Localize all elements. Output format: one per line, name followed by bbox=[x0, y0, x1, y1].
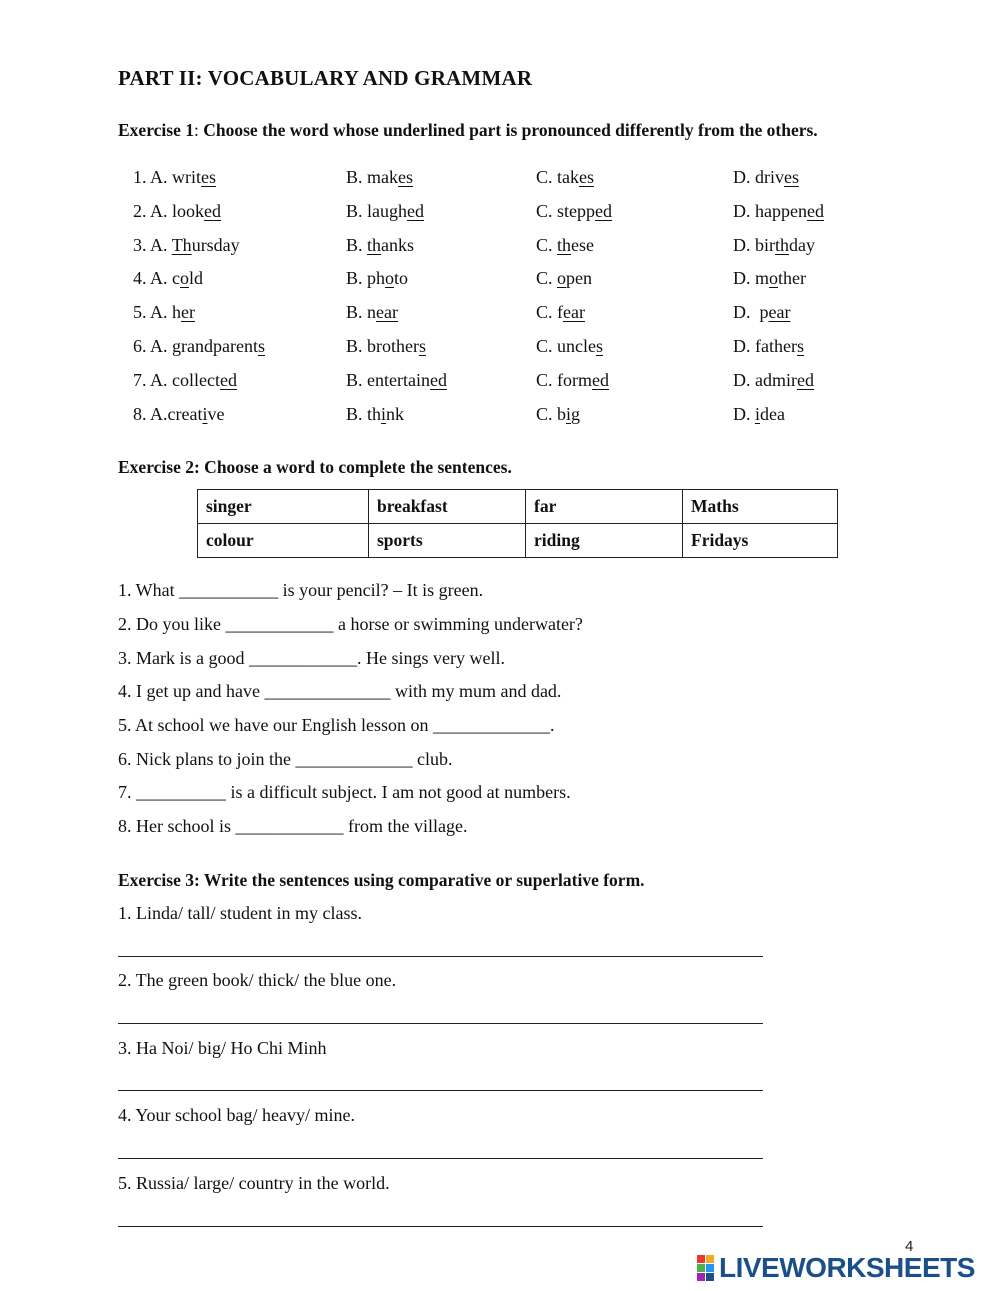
word-cell: Fridays bbox=[683, 524, 838, 558]
answer-option[interactable]: 7. A. collected bbox=[133, 370, 237, 390]
answer-option[interactable]: D. drives bbox=[733, 167, 799, 187]
exercise1-heading-text: Choose the word whose underlined part is pronounced differently from the others. bbox=[198, 120, 818, 140]
underlined-part: er bbox=[181, 302, 195, 322]
answer-line[interactable] bbox=[118, 1090, 763, 1091]
answer-option[interactable]: 1. A. writes bbox=[133, 167, 217, 187]
word-cell: Maths bbox=[683, 490, 838, 524]
answer-option[interactable]: B. laughed bbox=[346, 201, 424, 221]
underlined-part: Th bbox=[171, 235, 192, 255]
answer-option[interactable]: C. formed bbox=[536, 370, 609, 390]
answer-option[interactable]: B. entertained bbox=[346, 370, 447, 390]
underlined-part: ed bbox=[219, 370, 237, 390]
answer-line[interactable] bbox=[118, 1023, 763, 1024]
logo-square bbox=[706, 1264, 714, 1272]
answer-option[interactable]: D. happened bbox=[733, 201, 824, 221]
answer-option[interactable]: D. fathers bbox=[733, 336, 804, 356]
underlined-part: ed bbox=[796, 370, 814, 390]
exercise2-sentence: 6. Nick plans to join the _____________ club. bbox=[118, 749, 453, 769]
logo-square bbox=[706, 1255, 714, 1263]
underlined-part: i bbox=[202, 404, 208, 424]
exercise2-sentence: 5. At school we have our English lesson on _____________. bbox=[118, 715, 555, 735]
answer-option[interactable]: D. idea bbox=[733, 404, 785, 424]
underlined-part: o bbox=[180, 268, 189, 288]
underlined-part: ed bbox=[595, 201, 613, 221]
answer-option[interactable]: B. near bbox=[346, 302, 398, 322]
underlined-part: es bbox=[398, 167, 413, 187]
underlined-part: th bbox=[775, 235, 790, 255]
word-cell: sports bbox=[369, 524, 526, 558]
underlined-part: o bbox=[557, 268, 567, 288]
underlined-part: s bbox=[257, 336, 265, 356]
underlined-part: i bbox=[381, 404, 387, 424]
word-box-row bbox=[198, 524, 838, 558]
question-row bbox=[133, 201, 853, 225]
exercise3-prompt: 3. Ha Noi/ big/ Ho Chi Minh bbox=[118, 1038, 327, 1058]
underlined-part: ed bbox=[407, 201, 424, 221]
exercise3-heading: Exercise 3: Write the sentences using comparative or superlative form. bbox=[118, 870, 645, 890]
underlined-part: ed bbox=[204, 201, 222, 221]
exercise2-sentence: 8. Her school is ____________ from the village. bbox=[118, 816, 468, 836]
question-row bbox=[133, 370, 853, 394]
exercise1-heading-bold: Exercise 1 bbox=[118, 120, 194, 140]
answer-option[interactable]: 6. A. grandparents bbox=[133, 336, 265, 356]
underlined-part: ed bbox=[592, 370, 609, 390]
underlined-part: ed bbox=[806, 201, 824, 221]
part-title: PART II: VOCABULARY AND GRAMMAR bbox=[118, 66, 533, 90]
answer-option[interactable]: B. makes bbox=[346, 167, 413, 187]
logo-square bbox=[706, 1273, 714, 1281]
logo-text: LIVEWORKSHEETS bbox=[719, 1252, 975, 1283]
underlined-part: i bbox=[566, 404, 572, 424]
question-row bbox=[133, 302, 853, 326]
exercise3-prompt: 2. The green book/ thick/ the blue one. bbox=[118, 970, 397, 990]
word-cell: colour bbox=[198, 524, 369, 558]
exercise2-sentence: 2. Do you like ____________ a horse or swimming underwater? bbox=[118, 614, 583, 634]
logo-square bbox=[697, 1255, 705, 1263]
underlined-part: th bbox=[367, 235, 382, 255]
answer-option[interactable]: B. think bbox=[346, 404, 405, 424]
answer-option[interactable]: 2. A. looked bbox=[133, 201, 222, 221]
question-row bbox=[133, 336, 853, 360]
underlined-part: es bbox=[201, 167, 217, 187]
underlined-part: es bbox=[579, 167, 594, 187]
exercise3-prompt: 4. Your school bag/ heavy/ mine. bbox=[118, 1105, 355, 1125]
exercise2-heading: Exercise 2: Choose a word to complete the sentences. bbox=[118, 457, 512, 477]
answer-option[interactable]: C. these bbox=[536, 235, 595, 255]
answer-option[interactable]: C. takes bbox=[536, 167, 594, 187]
word-cell: singer bbox=[198, 490, 369, 524]
logo-square bbox=[697, 1273, 705, 1281]
underlined-part: o bbox=[769, 268, 778, 288]
underlined-part: ed bbox=[429, 370, 447, 390]
page-number: 4 bbox=[905, 1238, 914, 1255]
answer-option[interactable]: D. pear bbox=[733, 302, 791, 322]
underlined-part: s bbox=[796, 336, 804, 356]
word-box-row bbox=[198, 490, 838, 524]
answer-option[interactable]: C. big bbox=[536, 404, 581, 424]
underlined-part: s bbox=[418, 336, 426, 356]
word-box bbox=[197, 489, 838, 558]
underlined-part: es bbox=[784, 167, 799, 187]
answer-line[interactable] bbox=[118, 956, 763, 957]
underlined-part: ear bbox=[768, 302, 791, 322]
exercise2-sentence: 1. What ___________ is your pencil? – It is green. bbox=[118, 580, 484, 600]
exercise2-sentence: 3. Mark is a good ____________. He sings very well. bbox=[118, 648, 505, 668]
answer-option[interactable]: 5. A. her bbox=[133, 302, 195, 322]
logo-mark-icon bbox=[697, 1255, 715, 1281]
underlined-part: o bbox=[385, 268, 395, 288]
underlined-part: s bbox=[596, 336, 604, 356]
answer-option[interactable]: 8. A.creative bbox=[133, 404, 225, 424]
question-row bbox=[133, 167, 853, 191]
exercise1-heading bbox=[118, 120, 818, 141]
answer-option[interactable]: D. admired bbox=[733, 370, 814, 390]
liveworksheets-logo[interactable] bbox=[697, 1252, 975, 1284]
answer-option[interactable]: B. brothers bbox=[346, 336, 426, 356]
question-row bbox=[133, 404, 853, 428]
underlined-part: ear bbox=[376, 302, 398, 322]
answer-option[interactable]: 4. A. cold bbox=[133, 268, 204, 288]
answer-option[interactable]: C. open bbox=[536, 268, 593, 288]
word-cell: far bbox=[526, 490, 683, 524]
answer-option[interactable]: C. fear bbox=[536, 302, 585, 322]
answer-line[interactable] bbox=[118, 1158, 763, 1159]
underlined-part: ear bbox=[563, 302, 585, 322]
answer-option[interactable]: C. stepped bbox=[536, 201, 613, 221]
answer-option[interactable]: B. photo bbox=[346, 268, 409, 288]
logo-square bbox=[697, 1264, 705, 1272]
underlined-part: i bbox=[755, 404, 761, 424]
answer-option[interactable]: 3. A. Thursday bbox=[133, 235, 240, 255]
exercise1-heading-colon: : bbox=[193, 120, 199, 140]
exercise2-sentence: 4. I get up and have ______________ with my mum and dad. bbox=[118, 681, 562, 701]
exercise2-sentence: 7. __________ is a difficult subject. I am not good at numbers. bbox=[118, 782, 571, 802]
answer-line[interactable] bbox=[118, 1226, 763, 1227]
word-cell: riding bbox=[526, 524, 683, 558]
answer-option[interactable]: C. uncles bbox=[536, 336, 604, 356]
underlined-part: th bbox=[557, 235, 572, 255]
answer-option[interactable]: D. mother bbox=[733, 268, 806, 288]
exercise3-prompt: 1. Linda/ tall/ student in my class. bbox=[118, 903, 362, 923]
word-cell: breakfast bbox=[369, 490, 526, 524]
question-row bbox=[133, 235, 853, 259]
answer-option[interactable]: D. birthday bbox=[733, 235, 816, 255]
question-row bbox=[133, 268, 853, 292]
exercise3-prompt: 5. Russia/ large/ country in the world. bbox=[118, 1173, 390, 1193]
answer-option[interactable]: B. thanks bbox=[346, 235, 415, 255]
